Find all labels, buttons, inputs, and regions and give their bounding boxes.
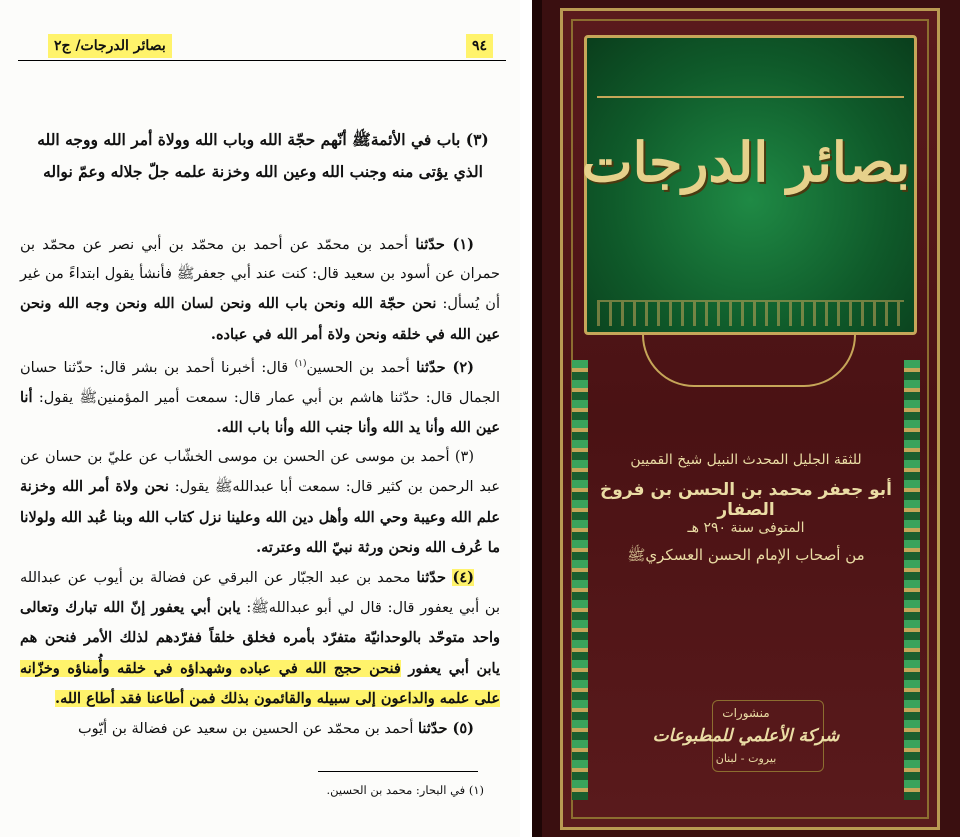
- hadith-text-run: (٢) حدّثنا: [416, 358, 474, 376]
- hadith-text-run: أنا عين الله وأنا يد الله وأنا جنب الله وأنا باب الله.: [20, 388, 500, 437]
- cover-author-name: أبو جعفر محمد بن الحسن بن فروخ الصفار: [600, 480, 892, 520]
- footnote: (١) في البحار: محمد بن الحسين.: [326, 783, 484, 797]
- cover-ornament-right: [904, 360, 920, 800]
- hadith-text-run: (١) حدّثنا: [415, 236, 475, 253]
- hadith-paragraph: [20, 714, 500, 744]
- hadith-text-run: (٥) حدّثنا: [418, 720, 474, 738]
- hadith-paragraph: [20, 563, 500, 714]
- cover-arch-ornament: [642, 335, 856, 387]
- highlighted-text: (٤): [452, 569, 474, 587]
- hadith-paragraph: [20, 230, 500, 350]
- hadith-text-run: (٣) أحمد بن موسى عن الحسن بن موسى الخشّاب عن عليّ بن حسان عن عبد الرحمن بن كثير قال: سمعت أبا عبداللهﷺ يقول:: [20, 449, 500, 496]
- hadith-text-run: قال: أخبرنا أحمد بن بشر قال: حدّثنا حسان الجمال قال: حدّثنا هاشم بن أبي عمار قال: سمعت أمير المؤمنينﷺ يقول:: [20, 359, 500, 406]
- hadith-text-run: حدّثنا: [416, 569, 453, 587]
- hadith-text-run: أحمد بن محمّد عن أحمد بن محمّد بن أبي نصر عن محمّد بن حمران عن أسود بن سعيد قال: كنت عند أبي جعفرﷺ فأنشأ يقول ابتداءً من غير أن يُسأل:: [20, 237, 500, 313]
- hadith-paragraph: [20, 350, 500, 443]
- publisher-name: شركة الأعلمي للمطبوعات: [652, 726, 840, 746]
- cover-ornament-left: [572, 360, 588, 800]
- hadith-text: [20, 230, 500, 744]
- cover-spine-edge: [532, 0, 542, 837]
- hadith-text-run: نحن ولاة أمر الله وخزنة علم الله وعيبة وحي الله وأهل دين الله وعلينا نزل كتاب الله وبنا عُبد الله ولولانا ما عُرف الله ونحن ورثة نبيّ الله وعترته.: [20, 478, 500, 556]
- hadith-text-run: أحمد بن محمّد عن الحسين بن سعيد عن فضالة بن أيّوب: [78, 721, 419, 738]
- highlighted-text: فنحن حجج الله في عباده وشهداؤه في خلقه وأُمناؤه وخزّانه على علمه والداعون إلى سبيله والقائمون بذلك فمن أطاعنا فقد أطاع الله.: [20, 659, 500, 707]
- hadith-text-run: يابن أبي يعفور إنّ الله تبارك وتعالى واحد متوحّد بالوحدانيّة متفرّد بأمره فخلق خلقاً ففرّدهم لذلك الأمر فنحن هم يابن أبي يعفور: [20, 599, 500, 677]
- hadith-paragraph: [20, 443, 500, 563]
- cover-author-affiliation: من أصحاب الإمام الحسن العسكريﷺ: [627, 546, 865, 564]
- hadith-text-run: أحمد بن الحسين: [306, 359, 417, 376]
- cover-author-epithet: للثقة الجليل المحدث النبيل شيخ القميين: [630, 452, 862, 468]
- cover-title: بصائر الدرجات: [581, 130, 911, 194]
- running-head: بصائر الدرجات/ ج٢: [48, 34, 172, 58]
- cover-death-year: المتوفى سنة ٢٩٠ هـ: [687, 520, 805, 536]
- panel-ornament-bottom: [597, 300, 904, 326]
- footnote-rule: [318, 771, 478, 772]
- panel-ornament-top: [597, 44, 904, 98]
- publisher-label: منشورات: [722, 706, 770, 720]
- chapter-title: (٣) باب في الأئمةﷺ أنّهم حجّة الله وباب الله وولاة أمر الله ووجه الله الذي يؤتى منه وجنب الله وعين الله وخزنة علمه جلّ جلاله وعمّ نواله: [37, 130, 489, 181]
- publisher-city: بيروت - لبنان: [715, 752, 777, 765]
- book-cover: [532, 0, 960, 837]
- hadith-text-run: محمد بن عبد الجبّار عن البرقي عن فضالة بن أيوب عن عبدالله بن أبي يعفور قال: قال لي أبو عبداللهﷺ:: [20, 570, 500, 617]
- hadith-text-run: (١): [294, 358, 307, 369]
- hadith-text-run: نحن حجّة الله ونحن باب الله ونحن لسان الله ونحن وجه الله ونحن عين الله في خلقه ونحن ولاة أمر الله في عباده.: [20, 295, 500, 343]
- page-header: [18, 34, 506, 61]
- image-divider: [520, 0, 532, 837]
- page-number: ٩٤: [466, 34, 493, 58]
